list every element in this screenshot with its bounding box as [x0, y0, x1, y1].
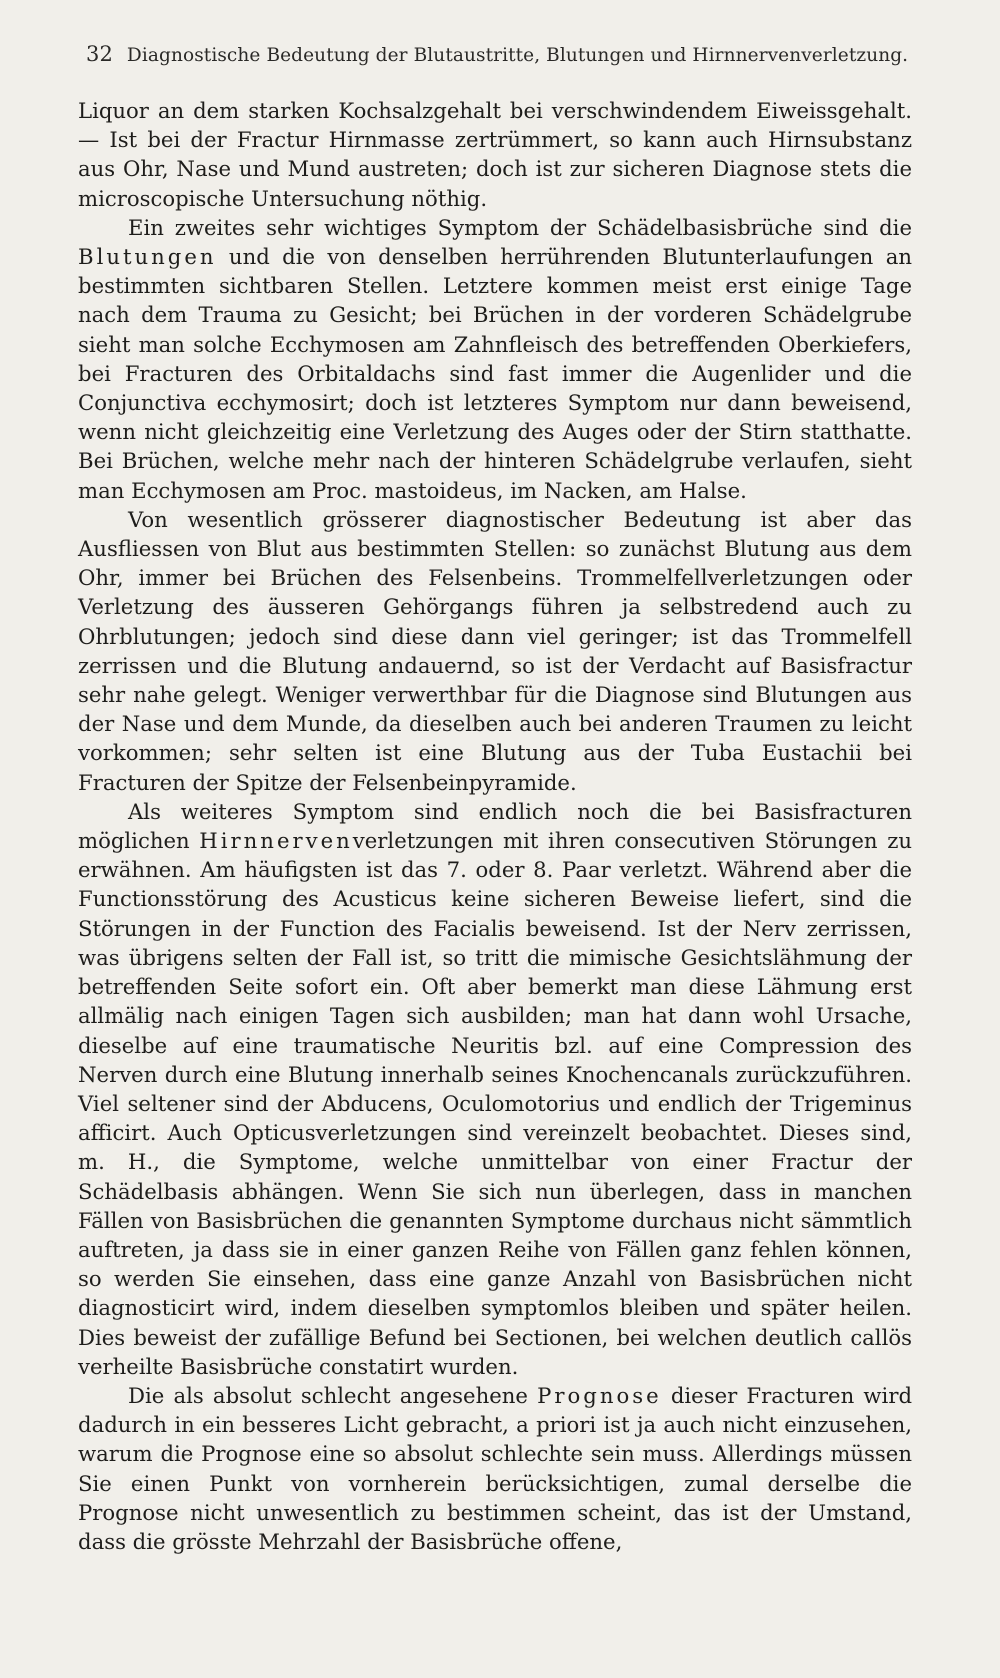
paragraph-4-emphasis: Hirnnerven [199, 828, 353, 854]
paragraph-2-text-a: Ein zweites sehr wichtiges Symptom der Schädelbasisbrüche sind die [128, 214, 912, 240]
paragraph-4-text-a: Als weiteres Symptom sind endlich noch die bei Basisfracturen möglichen [78, 798, 912, 854]
paragraph-5 [78, 1381, 912, 1556]
paragraph-4-text-b: verletzungen mit ihren consecutiven Störungen zu erwähnen. Am häufigsten ist das 7. oder 8. Paar verletzt. Während aber die Functionsstörung des Acusticus keine sicheren Beweise liefert, sind die Störungen in der Function des Facialis beweisend. Ist der Nerv zerrissen, was übrigens selten der Fall ist, so tritt die mimische Gesichtslähmung der betreffenden Seite sofort ein. Oft aber bemerkt man diese Lähmung erst allmälig nach einigen Tagen sich ausbilden; man hat dann wohl Ursache, dieselbe auf eine traumatische Neuritis bzl. auf eine Compression des Nerven durch eine Blutung innerhalb seines Knochencanals zurückzuführen. Viel seltener sind der Abducens, Oculomotorius und endlich der Trigeminus afficirt. Auch Opticusverletzungen sind vereinzelt beobachtet. Dieses sind, m. H., die Symptome, welche unmittelbar von einer Fractur der Schädelbasis abhängen. Wenn Sie sich nun überlegen, dass in manchen Fällen von Basisbrüchen die genannten Symptome durchaus nicht sämmtlich auftreten, ja dass sie in einer ganzen Reihe von Fällen ganz fehlen können, so werden Sie einsehen, dass eine ganze Anzahl von Basisbrüchen nicht diagnosticirt wird, indem dieselben symptomlos bleiben und später heilen. Dies beweist der zufällige Befund bei Sectionen, bei welchen deutlich callös verheilte Basisbrüche constatirt wurden. [78, 828, 912, 1379]
page-number: 32 [86, 42, 113, 66]
paragraph-1-text: Liquor an dem starken Kochsalzgehalt bei verschwindendem Eiweissgehalt. — Ist bei der Fractur Hirnmasse zertrümmert, so kann auch Hirnsubstanz aus Ohr, Nase und Mund austreten; doch ist zur sicheren Diagnose stets die microscopische Untersuchung nöthig. [78, 98, 912, 211]
body-text [78, 96, 912, 1556]
paragraph-4 [78, 797, 912, 1381]
paragraph-3 [78, 505, 912, 797]
paragraph-5-emphasis: Prognose [537, 1382, 662, 1408]
paragraph-3-text: Von wesentlich grösserer diagnostischer Bedeutung ist aber das Ausfliessen von Blut aus bestimmten Stellen: so zunächst Blutung aus dem Ohr, immer bei Brüchen des Felsenbeins. Trommelfellverletzungen oder Verletzung des äusseren Gehörgangs führen ja selbstredend auch zu Ohrblutungen; jedoch sind diese dann viel geringer; ist das Trommelfell zerrissen und die Blutung andauernd, so ist der Verdacht auf Basisfractur sehr nahe gelegt. Weniger verwerthbar für die Diagnose sind Blutungen aus der Nase und dem Munde, da dieselben auch bei anderen Traumen zu leicht vorkommen; sehr selten ist eine Blutung aus der Tuba Eustachii bei Fracturen der Spitze der Felsenbeinpyramide. [78, 506, 912, 795]
paragraph-2-emphasis: Blutungen [78, 244, 217, 270]
paragraph-2 [78, 213, 912, 505]
running-title: Diagnostische Bedeutung der Blutaustritte, Blutungen und Hirnnervenverletzung. [126, 45, 909, 66]
paragraph-5-text-b: dieser Fracturen wird dadurch in ein besseres Licht gebracht, a priori ist ja auch nicht einzusehen, warum die Prognose eine so absolut schlechte sein muss. Allerdings müssen Sie einen Punkt von vornherein berücksichtigen, zumal derselbe die Prognose nicht unwesentlich zu bestimmen scheint, das ist der Umstand, dass die grösste Mehrzahl der Basisbrüche offene, [78, 1382, 913, 1554]
paragraph-2-text-b: und die von denselben herrührenden Blutunterlaufungen an bestimmten sichtbaren Stellen. Letztere kommen meist erst einige Tage nach dem Trauma zu Gesicht; bei Brüchen in der vorderen Schädelgrube sieht man solche Ecchymosen am Zahnfleisch des betreffenden Oberkiefers, bei Fracturen des Orbitaldachs sind fast immer die Augenlider und die Conjunctiva ecchymosirt; doch ist letzteres Symptom nur dann beweisend, wenn nicht gleichzeitig eine Verletzung des Auges oder der Stirn statthatte. Bei Brüchen, welche mehr nach der hinteren Schädelgrube verlaufen, sieht man Ecchymosen am Proc. mastoideus, im Nacken, am Halse. [78, 244, 912, 503]
paragraph-5-text-a: Die als absolut schlecht angesehene [128, 1382, 538, 1408]
paragraph-1 [78, 96, 912, 213]
running-head [86, 42, 912, 66]
